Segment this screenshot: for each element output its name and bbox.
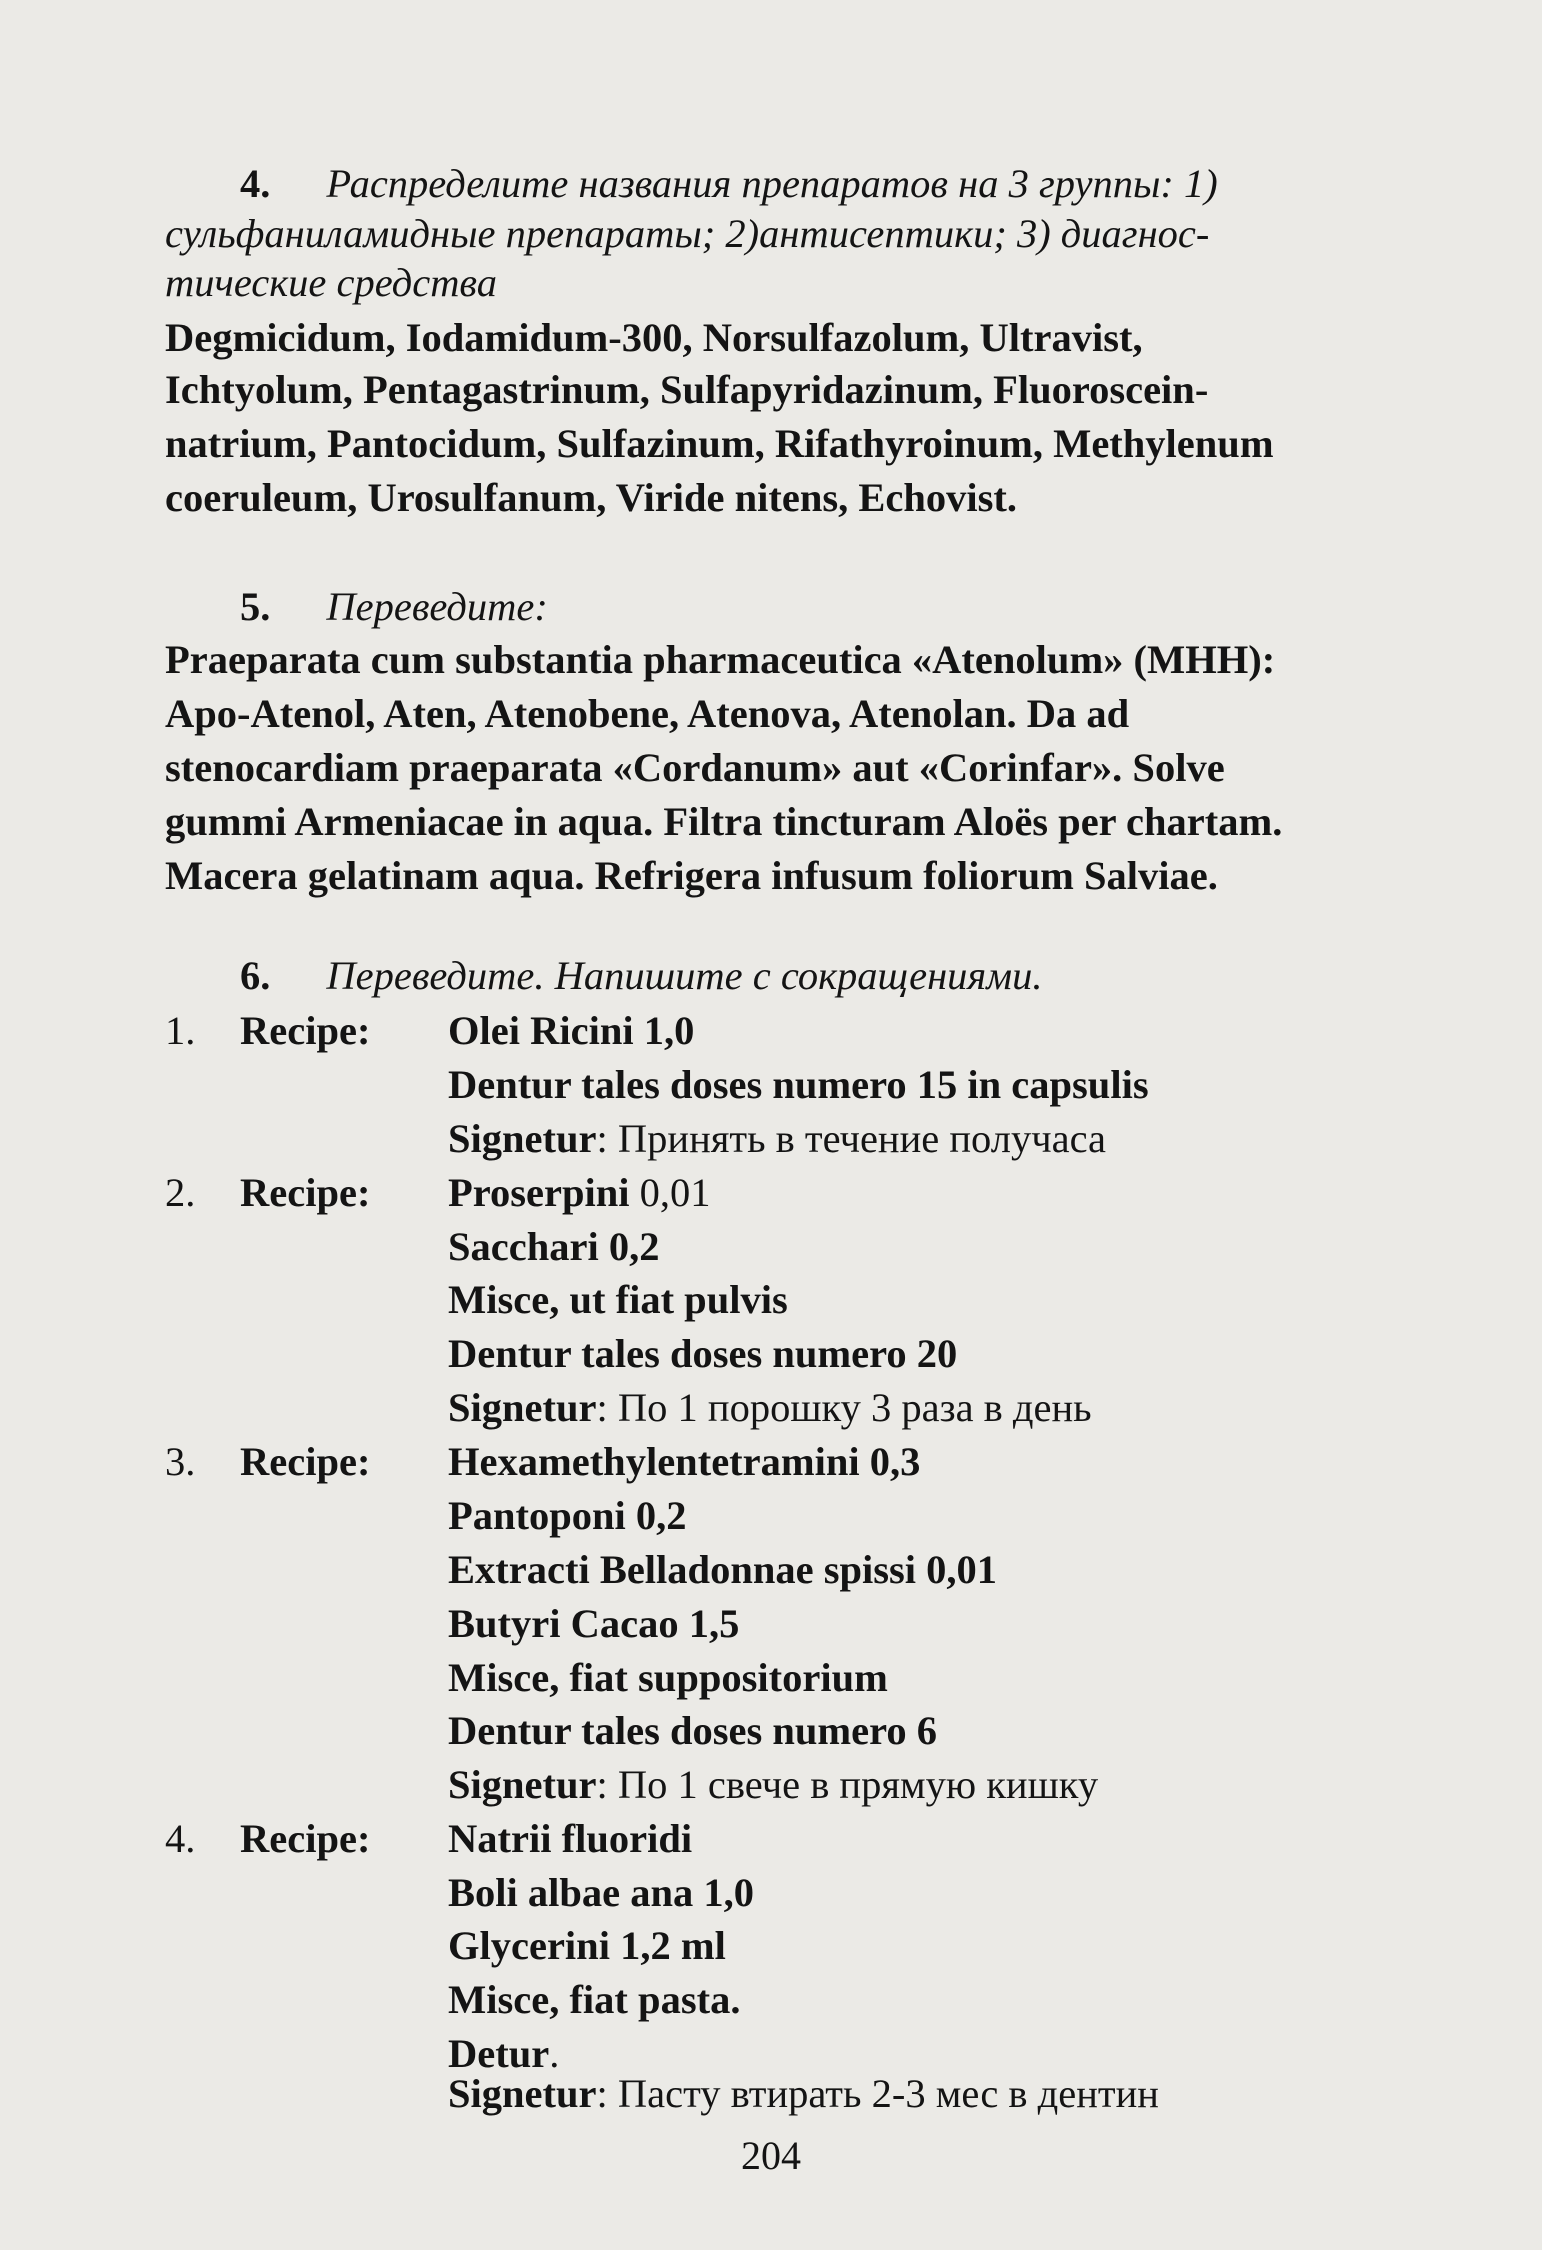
task4-prompt-line-1: Распределите названия препаратов на 3 группы: 1) [326, 161, 1218, 206]
recipe-2-line-1-dose: 0,01 [629, 1170, 711, 1215]
task5-header [240, 584, 548, 629]
recipe-3-signetur-label: Signetur [448, 1762, 597, 1807]
recipe-2-line-2: Sacchari 0,2 [448, 1224, 660, 1269]
recipe-1-line-1: Olei Ricini 1,0 [448, 1008, 695, 1053]
recipe-4-signetur-text: : Пасту втирать 2-3 мес в дентин [596, 2071, 1159, 2116]
task6-header [240, 953, 1043, 998]
recipe-3-number: 3. [165, 1439, 196, 1484]
recipe-3-signetur [448, 1762, 1099, 1807]
recipe-4-label: Recipe: [240, 1816, 371, 1861]
recipe-2-signetur [448, 1385, 1092, 1430]
recipe-2-line-3: Misce, ut fiat pulvis [448, 1277, 788, 1322]
task4-prompt-line-3: тические средства [165, 260, 497, 305]
recipe-4-line-4: Misce, fiat pasta. [448, 1977, 741, 2022]
recipe-3-line-6: Dentur tales doses numero 6 [448, 1708, 938, 1753]
recipe-3-line-5: Misce, fiat suppositorium [448, 1655, 888, 1700]
task5-text-line-3: stenocardiam praeparata «Cordanum» aut «Corinfar». Solve [165, 745, 1225, 790]
recipe-2-line-1-drug: Proserpini [448, 1170, 630, 1215]
recipe-4-detur-label: Detur [448, 2031, 550, 2076]
task6-prompt: Переведите. Напишите с сокращениями. [326, 953, 1043, 998]
recipe-3-line-1: Hexamethylentetramini 0,3 [448, 1439, 921, 1484]
task5-text-line-1: Praeparata cum substantia pharmaceutica «Atenolum» (МНН): [165, 637, 1276, 682]
recipe-3-signetur-text: : По 1 свече в прямую кишку [596, 1762, 1099, 1807]
recipe-4-detur [448, 2031, 560, 2076]
task5-number: 5. [240, 584, 271, 629]
recipe-1-number: 1. [165, 1008, 196, 1053]
recipe-4-line-2: Boli albae ana 1,0 [448, 1870, 755, 1915]
recipe-1-signetur [448, 1116, 1107, 1161]
recipe-1-label: Recipe: [240, 1008, 371, 1053]
page-number: 204 [741, 2133, 801, 2178]
recipe-1-line-2: Dentur tales doses numero 15 in capsulis [448, 1062, 1149, 1107]
task5-text-line-5: Macera gelatinam aqua. Refrigera infusum foliorum Salviae. [165, 853, 1218, 898]
task5-text-line-2: Apo-Atenol, Aten, Atenobene, Atenova, Atenolan. Da ad [165, 691, 1130, 736]
task4-header [240, 161, 1218, 206]
task4-items-line-2: Ichtyolum, Pentagastrinum, Sulfapyridazinum, Fluoroscein- [165, 367, 1209, 412]
task4-items-line-4: coeruleum, Urosulfanum, Viride nitens, Echovist. [165, 475, 1018, 520]
recipe-2-signetur-text: : По 1 порошку 3 раза в день [596, 1385, 1092, 1430]
task6-number: 6. [240, 953, 271, 998]
recipe-2-label: Recipe: [240, 1170, 371, 1215]
recipe-4-signetur [448, 2071, 1159, 2116]
recipe-2-line-4: Dentur tales doses numero 20 [448, 1331, 958, 1376]
recipe-4-number: 4. [165, 1816, 196, 1861]
recipe-4-signetur-label: Signetur [448, 2071, 597, 2116]
task4-prompt-line-2: сульфаниламидные препараты; 2)антисептики; 3) диагнос- [165, 211, 1210, 256]
recipe-3-label: Recipe: [240, 1439, 371, 1484]
recipe-2-number: 2. [165, 1170, 196, 1215]
recipe-1-signetur-text: : Принять в течение получаса [596, 1116, 1107, 1161]
task5-prompt: Переведите: [326, 584, 548, 629]
recipe-2-line-1 [448, 1170, 711, 1215]
recipe-3-line-2: Pantoponi 0,2 [448, 1493, 687, 1538]
recipe-1-signetur-label: Signetur [448, 1116, 597, 1161]
recipe-2-signetur-label: Signetur [448, 1385, 597, 1430]
task5-text-line-4: gummi Armeniacae in aqua. Filtra tincturam Aloës per chartam. [165, 799, 1283, 844]
task4-number: 4. [240, 161, 271, 206]
recipe-3-line-4: Butyri Cacao 1,5 [448, 1601, 740, 1646]
task4-items-line-3: natrium, Pantocidum, Sulfazinum, Rifathyroinum, Methylenum [165, 421, 1274, 466]
task4-items-line-1: Degmicidum, Iodamidum-300, Norsulfazolum, Ultravist, [165, 315, 1143, 360]
recipe-4-detur-rest: . [549, 2031, 560, 2076]
recipe-4-line-1: Natrii fluoridi [448, 1816, 693, 1861]
recipe-3-line-3: Extracti Belladonnae spissi 0,01 [448, 1547, 998, 1592]
recipe-4-line-3: Glycerini 1,2 ml [448, 1923, 726, 1968]
